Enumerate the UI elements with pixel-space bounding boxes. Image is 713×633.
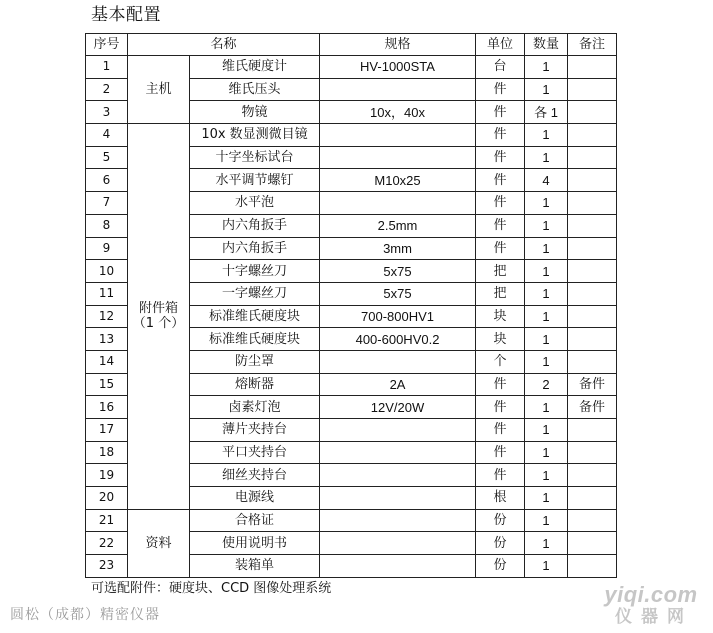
row-spec [320,124,476,147]
row-unit: 件 [476,464,525,487]
row-qty: 1 [525,464,568,487]
row-spec [320,555,476,578]
row-unit: 件 [476,373,525,396]
row-spec [320,441,476,464]
row-qty: 4 [525,169,568,192]
row-qty: 1 [525,78,568,101]
row-seq: 19 [86,464,128,487]
row-seq: 5 [86,146,128,169]
row-qty: 1 [525,555,568,578]
row-seq: 1 [86,56,128,79]
row-seq: 10 [86,260,128,283]
row-note [568,78,617,101]
row-qty: 1 [525,192,568,215]
header-unit: 单位 [476,34,525,56]
row-note [568,419,617,442]
row-seq: 13 [86,328,128,351]
row-note: 备件 [568,373,617,396]
row-seq: 23 [86,555,128,578]
row-name: 电源线 [190,487,320,510]
row-spec [320,78,476,101]
row-seq: 9 [86,237,128,260]
header-name: 名称 [128,34,320,56]
row-spec: 400-600HV0.2 [320,328,476,351]
row-seq: 15 [86,373,128,396]
watermark-domain: yiqi.com [604,582,698,607]
row-qty: 1 [525,419,568,442]
row-name: 平口夹持台 [190,441,320,464]
row-name: 防尘罩 [190,350,320,373]
row-note [568,487,617,510]
row-unit: 件 [476,124,525,147]
row-unit: 块 [476,305,525,328]
row-spec: M10x25 [320,169,476,192]
row-name: 装箱单 [190,555,320,578]
row-qty: 2 [525,373,568,396]
row-qty: 1 [525,124,568,147]
row-qty: 1 [525,56,568,79]
row-unit: 件 [476,237,525,260]
group-accessory-box [128,124,190,510]
row-note: 备件 [568,396,617,419]
row-unit: 份 [476,555,525,578]
header-qty: 数量 [525,34,568,56]
row-seq: 21 [86,509,128,532]
row-spec: 700-800HV1 [320,305,476,328]
row-name: 熔断器 [190,373,320,396]
row-qty: 1 [525,509,568,532]
row-spec: 2.5mm [320,214,476,237]
row-spec: 3mm [320,237,476,260]
row-name: 10x 数显测微目镜 [190,124,320,147]
row-name: 内六角扳手 [190,214,320,237]
row-spec [320,146,476,169]
row-seq: 3 [86,101,128,124]
row-unit: 根 [476,487,525,510]
row-note [568,464,617,487]
row-name: 合格证 [190,509,320,532]
row-note [568,124,617,147]
row-spec: 5x75 [320,282,476,305]
row-spec: 5x75 [320,260,476,283]
row-spec [320,487,476,510]
watermark-brand: 仪器网 [615,607,693,626]
row-qty: 1 [525,146,568,169]
group-sublabel: （1 个） [132,316,185,332]
row-unit: 件 [476,419,525,442]
page-title: 基本配置 [91,5,161,25]
row-seq: 11 [86,282,128,305]
group-label: 附件箱 [138,301,178,317]
row-qty: 1 [525,282,568,305]
row-unit: 件 [476,146,525,169]
row-name: 标准维氏硬度块 [190,305,320,328]
row-spec [320,532,476,555]
row-qty: 1 [525,214,568,237]
row-note [568,328,617,351]
row-spec [320,419,476,442]
table-row [86,124,617,147]
row-qty: 1 [525,237,568,260]
row-name: 水平泡 [190,192,320,215]
row-seq: 20 [86,487,128,510]
row-unit: 件 [476,169,525,192]
watermark-logo [592,583,710,629]
row-spec [320,350,476,373]
row-unit: 件 [476,192,525,215]
row-seq: 6 [86,169,128,192]
row-note [568,237,617,260]
row-name: 卤素灯泡 [190,396,320,419]
row-note [568,146,617,169]
row-note [568,56,617,79]
row-spec: 10x，40x [320,101,476,124]
table-header-row [86,34,617,56]
header-note: 备注 [568,34,617,56]
table-row [86,56,617,79]
row-unit: 件 [476,396,525,419]
row-seq: 14 [86,350,128,373]
row-qty: 1 [525,328,568,351]
row-name: 使用说明书 [190,532,320,555]
row-spec: 2A [320,373,476,396]
table-body [86,56,617,578]
row-note [568,555,617,578]
header-seq: 序号 [86,34,128,56]
basic-config-table [85,33,617,578]
row-seq: 7 [86,192,128,215]
row-unit: 块 [476,328,525,351]
row-seq: 8 [86,214,128,237]
row-unit: 份 [476,532,525,555]
row-spec [320,509,476,532]
row-name: 薄片夹持台 [190,419,320,442]
row-note [568,214,617,237]
row-name: 细丝夹持台 [190,464,320,487]
row-seq: 2 [86,78,128,101]
row-qty: 1 [525,350,568,373]
row-spec [320,192,476,215]
row-qty: 1 [525,532,568,555]
row-note [568,441,617,464]
row-unit: 件 [476,101,525,124]
table-row [86,509,617,532]
row-note [568,509,617,532]
row-note [568,101,617,124]
row-note [568,305,617,328]
row-note [568,260,617,283]
row-unit: 份 [476,509,525,532]
row-spec: HV-1000STA [320,56,476,79]
row-unit: 把 [476,260,525,283]
row-name: 水平调节螺钉 [190,169,320,192]
row-seq: 18 [86,441,128,464]
row-name: 一字螺丝刀 [190,282,320,305]
row-name: 物镜 [190,101,320,124]
row-qty: 1 [525,305,568,328]
row-note [568,282,617,305]
row-qty: 各 1 [525,101,568,124]
row-note [568,350,617,373]
group-documents: 资料 [128,509,190,577]
row-name: 十字坐标试台 [190,146,320,169]
row-seq: 16 [86,396,128,419]
row-seq: 17 [86,419,128,442]
row-unit: 把 [476,282,525,305]
row-name: 十字螺丝刀 [190,260,320,283]
row-spec: 12V/20W [320,396,476,419]
row-qty: 1 [525,487,568,510]
row-unit: 件 [476,441,525,464]
row-name: 维氏压头 [190,78,320,101]
row-seq: 12 [86,305,128,328]
row-note [568,532,617,555]
row-unit: 个 [476,350,525,373]
optional-accessories-note: 可选配附件：硬度块、CCD 图像处理系统 [91,581,332,596]
company-footer: 圆松（成都）精密仪器 [10,607,160,623]
row-qty: 1 [525,260,568,283]
row-name: 标准维氏硬度块 [190,328,320,351]
group-host: 主机 [128,56,190,124]
row-qty: 1 [525,441,568,464]
row-qty: 1 [525,396,568,419]
row-name: 内六角扳手 [190,237,320,260]
row-unit: 件 [476,214,525,237]
row-unit: 台 [476,56,525,79]
row-seq: 4 [86,124,128,147]
row-name: 维氏硬度计 [190,56,320,79]
row-note [568,169,617,192]
row-unit: 件 [476,78,525,101]
row-seq: 22 [86,532,128,555]
header-spec: 规格 [320,34,476,56]
row-spec [320,464,476,487]
row-note [568,192,617,215]
